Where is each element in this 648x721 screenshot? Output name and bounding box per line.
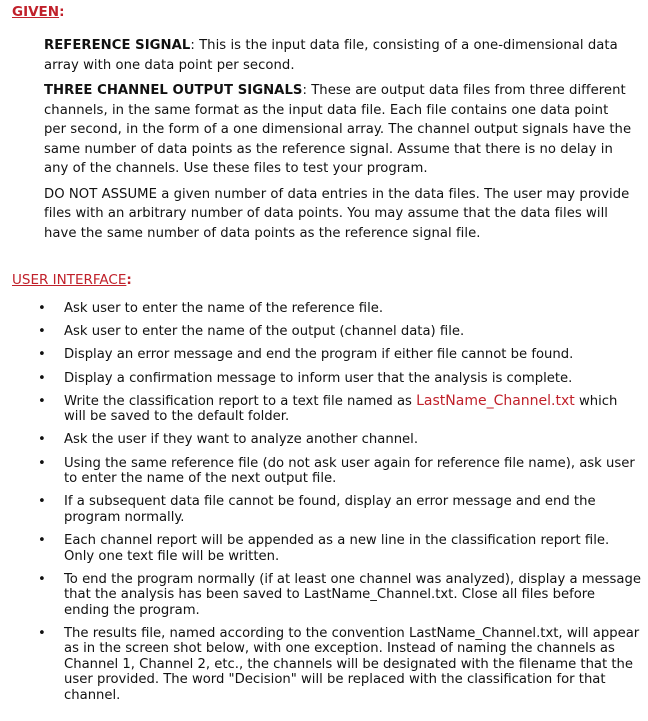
reference-signal-text: : This is the input data file, consisting of a one-dimensional data array with one data point per second. (44, 38, 618, 73)
given-heading-label: GIVEN (12, 4, 60, 20)
list-item (36, 301, 641, 317)
given-content (44, 36, 634, 249)
bullet-icon: • (38, 494, 46, 510)
list-item (36, 371, 641, 387)
three-channel-text: : These are output data files from three different channels, in the same format as the input data file. Each file contains one data point per second, in the form of a one dimensional array. The channel output signals have the same number of data points as the reference signal. Assume that there is no delay in any of the channels. Use these files to test your program. (44, 83, 632, 176)
list-item-text: Display an error message and end the program if either file cannot be found. (64, 347, 574, 363)
user-interface-list (36, 301, 641, 711)
user-interface-heading-colon: : (126, 272, 132, 288)
given-heading (12, 4, 64, 21)
bullet-icon: • (38, 432, 46, 448)
list-item (36, 456, 641, 487)
list-item-text-after: which will be saved to the default folder. (64, 393, 618, 425)
list-item-text: To end the program normally (if at least one channel was analyzed), display a message that the analysis has been saved to LastName_Channel.txt. Close all files before ending the program. (64, 571, 641, 618)
filename-highlight: LastName_Channel.txt (416, 392, 575, 409)
bullet-icon: • (38, 393, 46, 409)
list-item-text: Using the same reference file (do not ask user again for reference file name), ask user to enter the name of the next output file. (64, 455, 635, 487)
list-item (36, 394, 641, 425)
reference-signal-paragraph (44, 36, 634, 75)
bullet-icon: • (38, 571, 46, 587)
list-item-text-before: Write the classification report to a text file named as (64, 393, 417, 409)
three-channel-paragraph (44, 81, 634, 179)
bullet-icon: • (38, 347, 46, 363)
list-item (36, 572, 641, 619)
bullet-icon: • (38, 370, 46, 386)
user-interface-heading (12, 272, 132, 289)
bullet-icon: • (38, 455, 46, 471)
list-item-text: Ask the user if they want to analyze another channel. (64, 432, 419, 448)
list-item-text: If a subsequent data file cannot be found, display an error message and end the program normally. (64, 494, 596, 525)
bullet-icon: • (38, 533, 46, 548)
list-item-text: Each channel report will be appended as a new line in the classification report file. Only one text file will be written. (64, 533, 610, 564)
list-item-text: The results file, named according to the convention LastName_Channel.txt, will appear as in the screen shot below, with one exception. Instead of naming the channels as Channel 1, Channel 2, etc., the channels will be designated with the filename that the user provided. The word "Decision" will be replaced with the classification for that channel. (64, 625, 640, 703)
bullet-icon: • (38, 324, 46, 340)
list-item (36, 347, 641, 363)
list-item-text: Ask user to enter the name of the output (channel data) file. (64, 324, 465, 340)
user-interface-heading-label: USER INTERFACE (12, 272, 127, 288)
three-channel-label: THREE CHANNEL OUTPUT SIGNALS (44, 83, 303, 98)
list-item (36, 533, 641, 564)
bullet-icon: • (38, 301, 46, 316)
list-item-text: Ask user to enter the name of the reference file. (64, 301, 384, 316)
list-item (36, 432, 641, 448)
do-not-assume-paragraph: DO NOT ASSUME a given number of data entries in the data files. The user may provide files with an arbitrary number of data points. You may assume that the data files will have the same number of data points as the reference signal file. (44, 186, 630, 241)
given-heading-colon: : (59, 4, 65, 20)
reference-signal-label: REFERENCE SIGNAL (44, 38, 191, 53)
bullet-icon: • (38, 625, 46, 641)
list-item (36, 494, 641, 525)
list-item (36, 324, 641, 340)
list-item-text: Display a confirmation message to inform user that the analysis is complete. (64, 370, 573, 386)
list-item (36, 626, 641, 704)
